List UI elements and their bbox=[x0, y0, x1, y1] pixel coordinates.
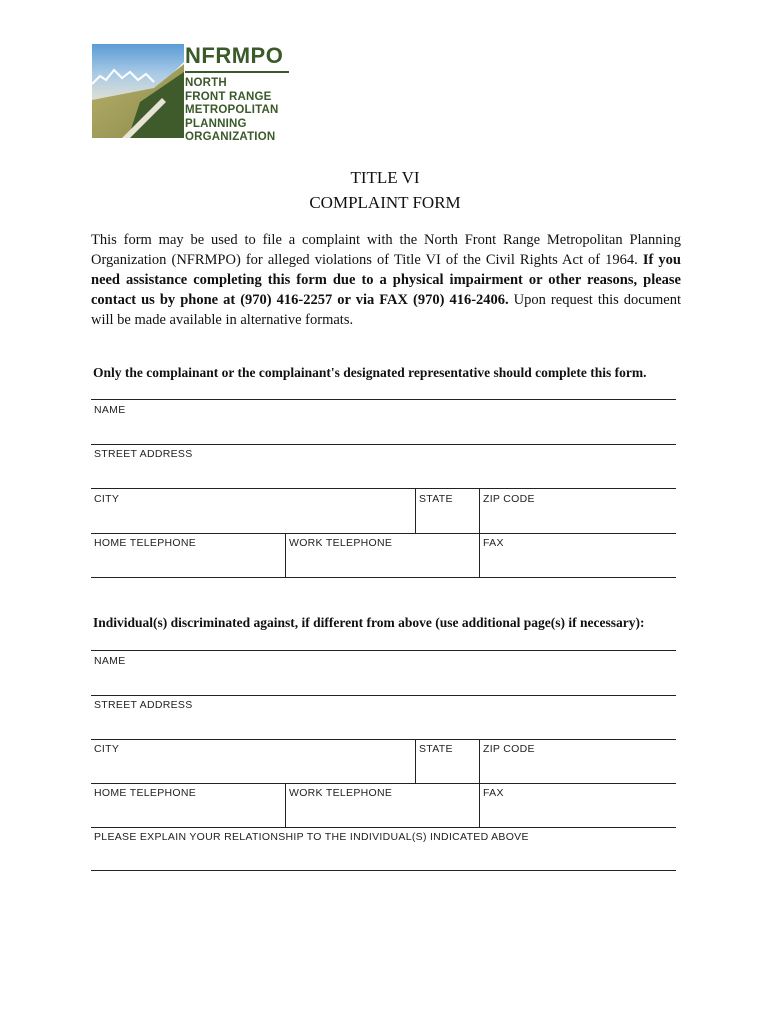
individual-phone-row bbox=[91, 783, 676, 828]
fax-label: FAX bbox=[483, 787, 504, 799]
intro-paragraph bbox=[91, 230, 681, 330]
individual-street-field[interactable] bbox=[91, 695, 676, 740]
complainant-section-heading: Only the complainant or the complainant's designated representative should complete this form. bbox=[93, 365, 647, 380]
individual-city-field[interactable] bbox=[91, 739, 415, 783]
state-label: STATE bbox=[419, 743, 453, 755]
work-telephone-label: WORK TELEPHONE bbox=[289, 537, 393, 549]
complainant-name-field[interactable] bbox=[91, 399, 676, 445]
complainant-street-field[interactable] bbox=[91, 444, 676, 489]
title-line-2: COMPLAINT FORM bbox=[309, 193, 461, 212]
logo-line: METROPOLITAN bbox=[185, 104, 279, 116]
zip-code-label: ZIP CODE bbox=[483, 493, 535, 505]
logo-line: NORTH bbox=[185, 77, 227, 89]
complainant-zip-field[interactable] bbox=[479, 489, 677, 533]
individual-name-field[interactable] bbox=[91, 650, 676, 696]
complainant-work-telephone-field[interactable] bbox=[285, 533, 480, 577]
city-label: CITY bbox=[94, 743, 120, 755]
complainant-city-field[interactable] bbox=[91, 489, 415, 533]
relationship-label: PLEASE EXPLAIN YOUR RELATIONSHIP TO THE INDIVIDUAL(S) INDICATED ABOVE bbox=[94, 831, 529, 843]
complainant-state-field[interactable] bbox=[415, 489, 480, 533]
complainant-home-telephone-field[interactable] bbox=[91, 533, 285, 577]
logo-line: ORGANIZATION bbox=[185, 131, 276, 143]
title-line-1: TITLE VI bbox=[350, 168, 420, 187]
name-label: NAME bbox=[94, 655, 126, 667]
intro-text: This form may be used to file a complaint with the North Front Range Metropolitan Planning Organization (NFRMPO) for alleged violations of Title VI of the Civil Rights Act of 1964. bbox=[91, 232, 681, 268]
individual-fax-field[interactable] bbox=[479, 783, 677, 827]
city-label: CITY bbox=[94, 493, 120, 505]
individual-city-row bbox=[91, 739, 676, 784]
work-telephone-label: WORK TELEPHONE bbox=[289, 787, 393, 799]
intro-assistance-text: If you need assistance completing this form due to a physical impairment or other reasons, please contact us by phone at (970) 416-2257 or via FAX (970) 416-2406. bbox=[91, 252, 681, 308]
individuals-section-heading: Individual(s) discriminated against, if different from above (use additional page(s) if necessary): bbox=[93, 615, 645, 630]
individual-work-telephone-field[interactable] bbox=[285, 783, 480, 827]
document-title bbox=[0, 165, 770, 215]
individual-state-field[interactable] bbox=[415, 739, 480, 783]
logo-rule bbox=[185, 71, 289, 73]
individual-zip-field[interactable] bbox=[479, 739, 677, 783]
state-label: STATE bbox=[419, 493, 453, 505]
logo-line: FRONT RANGE bbox=[185, 90, 272, 103]
home-telephone-label: HOME TELEPHONE bbox=[94, 537, 197, 549]
zip-code-label: ZIP CODE bbox=[483, 743, 535, 755]
fax-label: FAX bbox=[483, 537, 504, 549]
complainant-phone-row bbox=[91, 533, 676, 578]
complainant-city-row bbox=[91, 489, 676, 534]
logo-acronym: NFRMPO bbox=[185, 43, 284, 68]
name-label: NAME bbox=[94, 404, 126, 416]
individual-home-telephone-field[interactable] bbox=[91, 783, 285, 827]
nfrmpo-logo-text bbox=[185, 44, 289, 145]
intro-alt-formats-text: Upon request this document will be made available in alternative formats. bbox=[91, 292, 681, 328]
complainant-fax-field[interactable] bbox=[479, 533, 677, 577]
relationship-explanation-field[interactable] bbox=[91, 827, 676, 871]
street-address-label: STREET ADDRESS bbox=[94, 448, 193, 460]
logo-line: PLANNING bbox=[185, 117, 247, 130]
home-telephone-label: HOME TELEPHONE bbox=[94, 787, 197, 799]
street-address-label: STREET ADDRESS bbox=[94, 699, 193, 711]
